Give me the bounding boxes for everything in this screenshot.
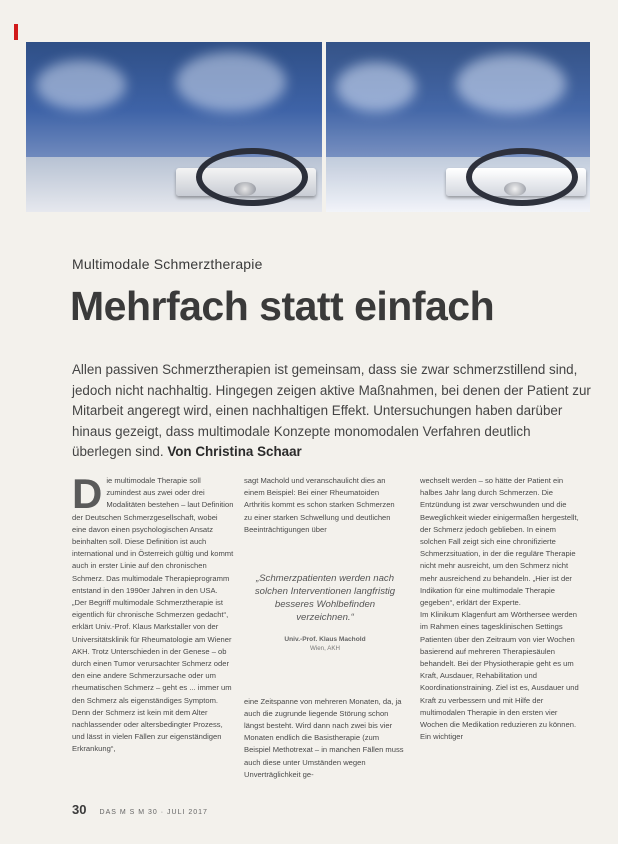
stethoscope-photo-right: [326, 42, 590, 212]
drop-cap: D: [72, 470, 103, 517]
blurred-figure: [36, 60, 126, 110]
lead-text: Allen passiven Schmerztherapien ist gemeinsam, dass sie zwar schmerzstillend sind, jedoch nicht nachhaltig. Hingegen zeigen aktive Maßnahmen, bei denen der Patient zur Mitarbeit angeregt wird, einen nachhaltigen Effekt. Untersuchungen haben darüber hinaus gezeigt, dass multimodale Konzepte monomodalen Verfahren deutlich überlegen sind.: [72, 362, 591, 460]
color-tab-marker: [14, 24, 18, 40]
pull-quote-role: Wien, AKH: [310, 645, 340, 652]
stethoscope-bell: [504, 182, 526, 196]
author-byline: Von Christina Schaar: [167, 444, 302, 460]
page-number: 30: [72, 802, 87, 817]
blurred-figure: [456, 54, 566, 114]
body-paragraph: Im Klinikum Klagenfurt am Wörthersee werden im Rahmen eines tagesklinischen Settings Patienten über den Zeitraum von vier Wochen basierend auf mehreren Therapiesäulen behandelt. Bei der Physiotherapie geht es um Kraft, Ausdauer, Rehabilitation und Koordinationstraining. Ziel ist es, Ausdauer und Kraft zu verbessern und mit Hilfe der multimodalen Therapie in den ersten vier Wochen die Medikation reduzieren zu können. Ein wichtiger: [420, 610, 579, 742]
body-paragraph: wechselt werden – so hätte der Patient ein halbes Jahr lang durch Schmerzen. Die Entzündung ist zwar verschwunden und die Beweglichkeit wieder einigermaßen hergestellt, der Schmerz jedoch geblieben. In einem solchen Fall zeigt sich eine chronifizierte Schmerzsituation, in der die reguläre Therapie nicht mehr ausreicht, um den Schmerz nicht mehr ausreichend zu behandeln. „Hier ist der Indikation für eine multimodale Therapie gegeben“, erklärt der Experte.: [420, 476, 579, 608]
stethoscope-tube: [196, 148, 308, 206]
pull-quote: [250, 572, 400, 652]
body-paragraph: eine Zeitspanne von mehreren Monaten, da, ja auch die zugrunde liegende Störung schon längst besteht. Wird dann nach zwei bis vier Monaten endlich die Basistherapie (zum Beispiel Methotrexat – in manchen Fällen muss auch diese unter Umständen wegen Unverträglichkeit ge-: [244, 696, 404, 779]
body-column-1: [72, 470, 234, 756]
page-footer: [72, 802, 208, 817]
blurred-figure: [336, 62, 416, 112]
stethoscope-photo-left: [26, 42, 322, 212]
body-paragraph: ie multimodale Therapie soll zumindest aus zwei oder drei Modalitäten bestehen – laut Definition der Deutschen Schmerzgesellschaft, wobei eine davon einen psychologischen Ansatz beinhalten soll. Diese Definition ist auch international und in Österreich gültig und kommt auch in erster Linie auf den chronischen Schmerz. Das multimodale Therapieprogramm entstand in den 1990er Jahren in den USA. „Der Begriff multimodale Schmerztherapie ist eigentlich für chronische Schmerzen gedacht“, erklärt Univ.-Prof. Klaus Markstaller von der Universitätsklinik für Rheumatologie am Wiener AKH. Trotz Unterschieden in der Genese – ob durch einen Tumor verursachter Schmerz oder den eine andere Schmerzursache oder um rheumatischen Schmerz – geht es ... immer um den Schmerz als eigenständiges Symptom. Denn der Schmerz ist kein mit dem Alter nachlassender oder altersbedingter Prozess, und lässt in vielen Fällen zur eigenständigen Erkrankung“,: [72, 476, 234, 754]
body-column-3: [420, 475, 580, 743]
article-headline: Mehrfach statt einfach: [70, 283, 495, 329]
blurred-figure: [176, 52, 286, 112]
pull-quote-name: Univ.-Prof. Klaus Machold: [284, 636, 366, 643]
article-kicker: Multimodale Schmerztherapie: [72, 256, 263, 272]
body-column-2: [244, 475, 404, 536]
body-paragraph: sagt Machold und veranschaulicht dies an einem Beispiel: Bei einer Rheumatoiden Arthritis kommt es schon starken Schmerzen zu einer starken Schwellung und deutlichen Beeinträchtigungen über: [244, 476, 395, 534]
pull-quote-text: „Schmerzpatienten werden nach solchen Interventionen langfristig besseres Wohlbefinden verzeichnen.“: [254, 573, 396, 623]
body-column-2-continued: [244, 688, 404, 789]
issue-info: DAS M S M 30 · JULI 2017: [99, 809, 208, 816]
stethoscope-bell: [234, 182, 256, 196]
stethoscope-tube: [466, 148, 578, 206]
article-lead: [72, 360, 592, 463]
